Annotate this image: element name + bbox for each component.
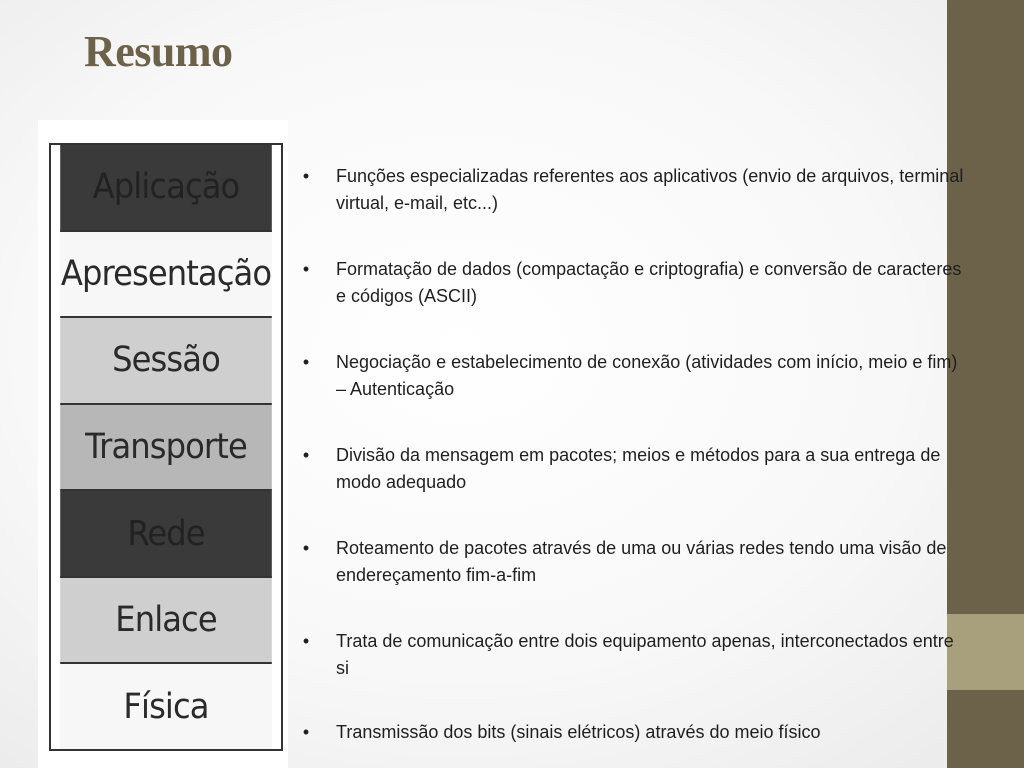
layer-apresentacao: Apresentação — [60, 232, 272, 319]
slide-title: Resumo — [84, 27, 233, 76]
bullet-text: Formatação de dados (compactação e criptografia) e conversão de caracteres e códigos (ASCII) — [336, 259, 962, 306]
layer-transporte: Transporte — [60, 405, 272, 492]
layer-aplicacao: Aplicação — [60, 145, 272, 232]
bullet-item — [296, 349, 966, 403]
layer-enlace: Enlace — [60, 578, 272, 665]
osi-layer-stack — [49, 143, 283, 751]
bullet-dot: • — [302, 445, 310, 465]
bullet-dot: • — [302, 259, 310, 279]
bullet-item — [296, 535, 966, 589]
bullet-item — [296, 442, 966, 496]
bullet-text: Negociação e estabelecimento de conexão (atividades com início, meio e fim) – Autenticação — [336, 352, 958, 399]
bullet-dot: • — [302, 166, 310, 186]
bullet-text: Trata de comunicação entre dois equipamento apenas, interconectados entre si — [336, 631, 954, 678]
bullet-dot: • — [302, 631, 310, 651]
bullet-dot: • — [302, 538, 310, 558]
bullet-text: Funções especializadas referentes aos aplicativos (envio de arquivos, terminal virtual, e-mail, etc...) — [336, 166, 964, 213]
bullet-dot: • — [302, 722, 310, 742]
bullet-text: Transmissão dos bits (sinais elétricos) através do meio físico — [336, 722, 821, 742]
layer-fisica: Física — [60, 664, 272, 749]
layer-sessao: Sessão — [60, 318, 272, 405]
bullet-item — [296, 256, 966, 310]
bullet-item — [296, 163, 966, 217]
bullet-text: Divisão da mensagem em pacotes; meios e métodos para a sua entrega de modo adequado — [336, 445, 941, 492]
layer-rede: Rede — [60, 491, 272, 578]
bullet-item — [296, 628, 966, 682]
bullet-text: Roteamento de pacotes através de uma ou várias redes tendo uma visão de endereçamento fim-a-fim — [336, 538, 947, 585]
bullet-dot: • — [302, 352, 310, 372]
bullet-item — [296, 719, 966, 746]
